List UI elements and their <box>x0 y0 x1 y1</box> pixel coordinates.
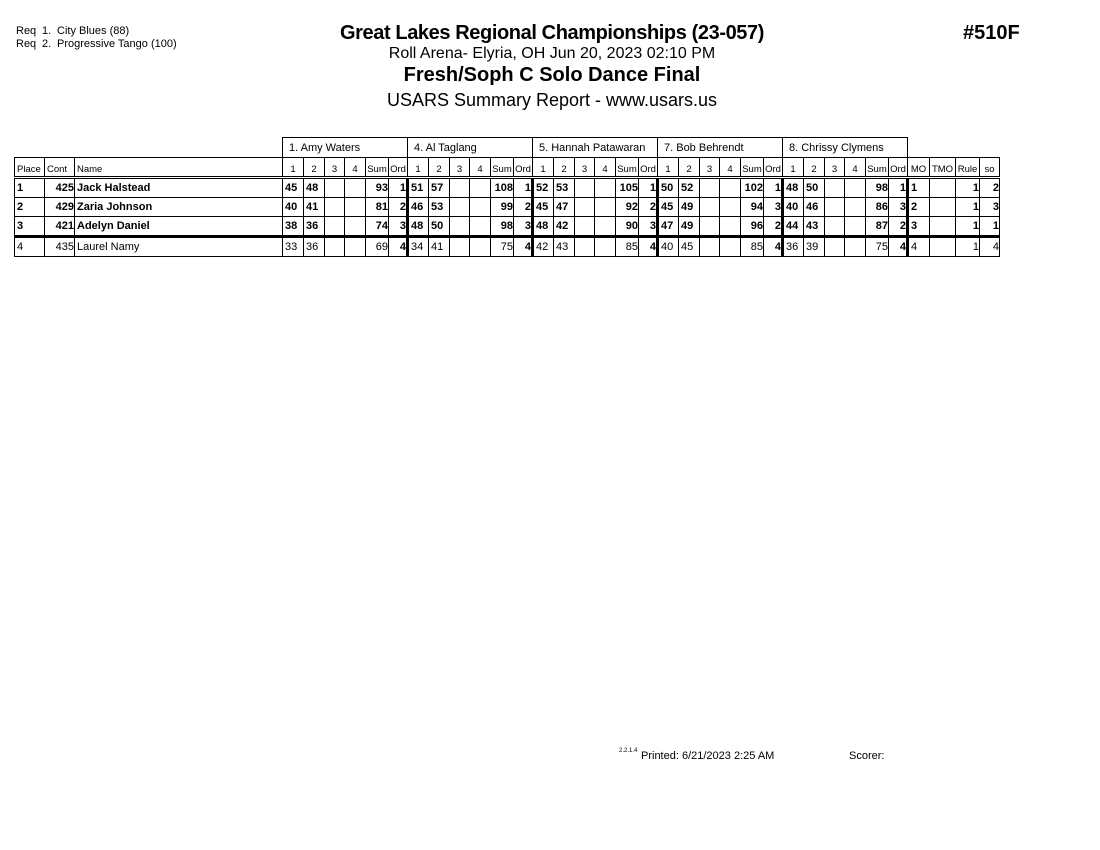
tmo-cell <box>930 237 956 257</box>
judge-name: 5. Hannah Patawaran <box>533 138 658 158</box>
column-header-so: so <box>980 158 1000 178</box>
score-cell <box>325 178 345 198</box>
rule-cell: 1 <box>956 237 980 257</box>
judge-name: 7. Bob Behrendt <box>658 138 783 158</box>
score-cell <box>325 237 345 257</box>
score-cell: 49 <box>679 198 700 217</box>
score-cell: 40 <box>658 237 679 257</box>
place-cell: 4 <box>15 237 45 257</box>
rule-cell: 1 <box>956 217 980 237</box>
competition-title: Great Lakes Regional Championships (23-057) <box>339 22 765 44</box>
score-cell <box>325 198 345 217</box>
mo-cell: 3 <box>908 217 930 237</box>
ordinal-cell: 1 <box>514 178 533 198</box>
score-cell: 41 <box>304 198 325 217</box>
column-header-judge-score: 1 <box>408 158 429 178</box>
sum-cell: 87 <box>866 217 889 237</box>
score-cell: 48 <box>783 178 804 198</box>
score-cell: 45 <box>283 178 304 198</box>
score-cell: 48 <box>533 217 554 237</box>
so-cell: 1 <box>980 217 1000 237</box>
score-cell: 36 <box>783 237 804 257</box>
score-cell <box>470 217 491 237</box>
rule-cell: 1 <box>956 178 980 198</box>
score-cell: 45 <box>533 198 554 217</box>
score-cell <box>470 237 491 257</box>
column-header-judge-score: 4 <box>345 158 366 178</box>
ordinal-cell: 4 <box>639 237 658 257</box>
column-header-judge-score: Ord <box>389 158 408 178</box>
requirement-item: Req 1. City Blues (88) <box>16 25 130 37</box>
score-cell: 52 <box>679 178 700 198</box>
ordinal-cell: 3 <box>764 198 783 217</box>
score-cell: 41 <box>429 237 450 257</box>
ordinal-cell: 2 <box>639 198 658 217</box>
scorer-label: Scorer: <box>849 750 885 762</box>
score-cell <box>450 178 470 198</box>
judge-name: 4. Al Taglang <box>408 138 533 158</box>
score-cell: 48 <box>408 217 429 237</box>
ordinal-cell: 2 <box>514 198 533 217</box>
column-header-judge-score: 2 <box>304 158 325 178</box>
cont-cell: 435 <box>45 237 75 257</box>
ordinal-cell: 4 <box>514 237 533 257</box>
so-cell: 3 <box>980 198 1000 217</box>
event-number: #510F <box>963 22 1020 44</box>
judges-spacer <box>908 138 1000 158</box>
column-header-row <box>15 158 1000 178</box>
score-cell <box>720 178 741 198</box>
score-cell <box>345 237 366 257</box>
requirement-item: Req 2. Progressive Tango (100) <box>16 38 177 50</box>
score-cell: 42 <box>554 217 575 237</box>
column-header-judge-score: 2 <box>429 158 450 178</box>
score-cell: 38 <box>283 217 304 237</box>
sum-cell: 69 <box>366 237 389 257</box>
cont-cell: 425 <box>45 178 75 198</box>
ordinal-cell: 3 <box>889 198 908 217</box>
column-header-judge-score: 2 <box>804 158 825 178</box>
tmo-cell <box>930 178 956 198</box>
sum-cell: 75 <box>491 237 514 257</box>
column-header-judge-score: 4 <box>720 158 741 178</box>
score-cell <box>575 237 595 257</box>
score-cell: 42 <box>533 237 554 257</box>
column-header-judge-score: 3 <box>450 158 470 178</box>
column-header-judge-score: 1 <box>658 158 679 178</box>
column-header-judge-score: Ord <box>514 158 533 178</box>
score-cell: 45 <box>658 198 679 217</box>
score-cell <box>345 217 366 237</box>
score-cell <box>595 178 616 198</box>
score-cell: 33 <box>283 237 304 257</box>
table-row <box>15 217 1000 237</box>
sum-cell: 93 <box>366 178 389 198</box>
column-header-judge-score: Sum <box>491 158 514 178</box>
column-header-judge-score: 2 <box>679 158 700 178</box>
score-cell <box>450 198 470 217</box>
column-header-judge-score: 3 <box>325 158 345 178</box>
score-cell: 44 <box>783 217 804 237</box>
score-cell <box>700 237 720 257</box>
printed-timestamp: Printed: 6/21/2023 2:25 AM <box>641 750 775 762</box>
judges-header-row <box>15 138 1000 158</box>
sum-cell: 108 <box>491 178 514 198</box>
score-cell <box>845 217 866 237</box>
score-cell <box>450 217 470 237</box>
score-cell: 43 <box>554 237 575 257</box>
results-table <box>14 137 1000 257</box>
score-cell <box>825 237 845 257</box>
score-cell <box>470 198 491 217</box>
score-cell <box>845 237 866 257</box>
sum-cell: 85 <box>616 237 639 257</box>
table-row <box>15 237 1000 257</box>
sum-cell: 105 <box>616 178 639 198</box>
score-cell <box>450 237 470 257</box>
place-cell: 1 <box>15 178 45 198</box>
ordinal-cell: 4 <box>889 237 908 257</box>
ordinal-cell: 3 <box>514 217 533 237</box>
column-header-tmo: TMO <box>930 158 956 178</box>
score-cell <box>720 237 741 257</box>
score-cell <box>720 198 741 217</box>
score-cell: 46 <box>804 198 825 217</box>
score-cell: 43 <box>804 217 825 237</box>
sum-cell: 86 <box>866 198 889 217</box>
column-header-judge-score: 3 <box>700 158 720 178</box>
judge-name: 8. Chrissy Clymens <box>783 138 908 158</box>
score-cell: 51 <box>408 178 429 198</box>
sum-cell: 102 <box>741 178 764 198</box>
column-header-judge-score: Ord <box>764 158 783 178</box>
score-cell <box>595 198 616 217</box>
mo-cell: 2 <box>908 198 930 217</box>
mo-cell: 4 <box>908 237 930 257</box>
score-cell: 40 <box>283 198 304 217</box>
sum-cell: 99 <box>491 198 514 217</box>
score-cell: 34 <box>408 237 429 257</box>
score-cell <box>345 178 366 198</box>
score-cell <box>575 198 595 217</box>
ordinal-cell: 2 <box>389 198 408 217</box>
score-cell <box>595 237 616 257</box>
ordinal-cell: 2 <box>889 217 908 237</box>
score-cell: 52 <box>533 178 554 198</box>
score-cell: 48 <box>304 178 325 198</box>
place-cell: 2 <box>15 198 45 217</box>
score-cell <box>700 217 720 237</box>
ordinal-cell: 4 <box>389 237 408 257</box>
venue-datetime: Roll Arena- Elyria, OH Jun 20, 2023 02:10 PM <box>388 45 716 62</box>
column-header-judge-score: 3 <box>825 158 845 178</box>
ordinal-cell: 2 <box>764 217 783 237</box>
score-cell: 45 <box>679 237 700 257</box>
column-header-mo: MO <box>908 158 930 178</box>
score-cell <box>345 198 366 217</box>
tmo-cell <box>930 198 956 217</box>
mo-cell: 1 <box>908 178 930 198</box>
table-row <box>15 178 1000 198</box>
score-cell: 47 <box>554 198 575 217</box>
sum-cell: 74 <box>366 217 389 237</box>
tmo-cell <box>930 217 956 237</box>
score-cell <box>845 178 866 198</box>
score-cell <box>845 198 866 217</box>
column-header-judge-score: 4 <box>845 158 866 178</box>
skater-name-cell: Jack Halstead <box>75 178 283 198</box>
column-header-judge-score: Ord <box>889 158 908 178</box>
score-cell: 53 <box>429 198 450 217</box>
score-cell <box>575 178 595 198</box>
score-cell <box>575 217 595 237</box>
score-cell <box>700 178 720 198</box>
score-cell: 39 <box>804 237 825 257</box>
column-header-judge-score: Ord <box>639 158 658 178</box>
column-header-place: Place <box>15 158 45 178</box>
footer-code: 2.2.1.4 <box>619 748 638 754</box>
ordinal-cell: 1 <box>889 178 908 198</box>
sum-cell: 85 <box>741 237 764 257</box>
table-row <box>15 198 1000 217</box>
column-header-judge-score: 4 <box>470 158 491 178</box>
place-cell: 3 <box>15 217 45 237</box>
sum-cell: 90 <box>616 217 639 237</box>
sum-cell: 98 <box>866 178 889 198</box>
sum-cell: 94 <box>741 198 764 217</box>
score-cell <box>325 217 345 237</box>
ordinal-cell: 1 <box>389 178 408 198</box>
score-cell: 46 <box>408 198 429 217</box>
column-header-judge-score: 1 <box>283 158 304 178</box>
column-header-judge-score: 4 <box>595 158 616 178</box>
score-cell: 57 <box>429 178 450 198</box>
ordinal-cell: 3 <box>639 217 658 237</box>
column-header-rule: Rule <box>956 158 980 178</box>
column-header-judge-score: 1 <box>533 158 554 178</box>
column-header-judge-score: Sum <box>616 158 639 178</box>
sum-cell: 81 <box>366 198 389 217</box>
sum-cell: 75 <box>866 237 889 257</box>
so-cell: 4 <box>980 237 1000 257</box>
score-cell: 50 <box>658 178 679 198</box>
report-title: USARS Summary Report - www.usars.us <box>386 90 718 110</box>
score-cell: 49 <box>679 217 700 237</box>
judges-spacer <box>15 138 283 158</box>
score-cell: 40 <box>783 198 804 217</box>
column-header-judge-score: 1 <box>783 158 804 178</box>
column-header-judge-score: 3 <box>575 158 595 178</box>
score-cell <box>470 178 491 198</box>
sum-cell: 98 <box>491 217 514 237</box>
ordinal-cell: 1 <box>764 178 783 198</box>
column-header-judge-score: Sum <box>741 158 764 178</box>
cont-cell: 421 <box>45 217 75 237</box>
event-title: Fresh/Soph C Solo Dance Final <box>403 64 701 86</box>
ordinal-cell: 3 <box>389 217 408 237</box>
score-cell <box>720 217 741 237</box>
score-cell: 47 <box>658 217 679 237</box>
score-cell: 53 <box>554 178 575 198</box>
score-cell <box>700 198 720 217</box>
column-header-name: Name <box>75 158 283 178</box>
rule-cell: 1 <box>956 198 980 217</box>
column-header-judge-score: 2 <box>554 158 575 178</box>
column-header-judge-score: Sum <box>866 158 889 178</box>
score-cell <box>825 217 845 237</box>
sum-cell: 96 <box>741 217 764 237</box>
score-cell: 36 <box>304 237 325 257</box>
skater-name-cell: Zaria Johnson <box>75 198 283 217</box>
score-cell <box>825 178 845 198</box>
score-cell: 50 <box>804 178 825 198</box>
ordinal-cell: 1 <box>639 178 658 198</box>
cont-cell: 429 <box>45 198 75 217</box>
column-header-cont: Cont <box>45 158 75 178</box>
column-header-judge-score: Sum <box>366 158 389 178</box>
ordinal-cell: 4 <box>764 237 783 257</box>
score-cell: 50 <box>429 217 450 237</box>
skater-name-cell: Adelyn Daniel <box>75 217 283 237</box>
skater-name-cell: Laurel Namy <box>75 237 283 257</box>
score-cell <box>825 198 845 217</box>
score-cell: 36 <box>304 217 325 237</box>
score-cell <box>595 217 616 237</box>
sum-cell: 92 <box>616 198 639 217</box>
so-cell: 2 <box>980 178 1000 198</box>
judge-name: 1. Amy Waters <box>283 138 408 158</box>
